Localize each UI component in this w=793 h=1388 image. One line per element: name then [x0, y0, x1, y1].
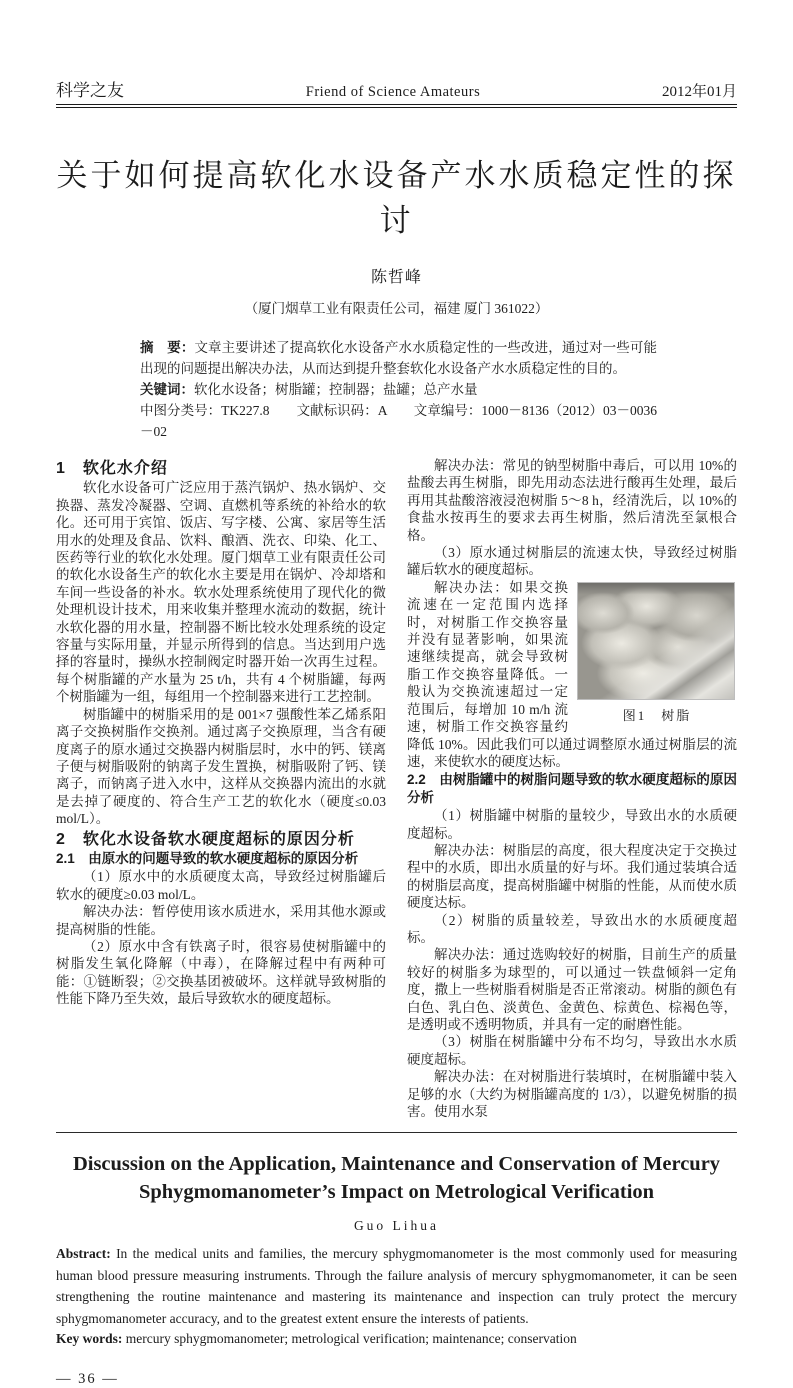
abstract-text: 文章主要讲述了提高软化水设备产水水质稳定性的一些改进，通过对一些可能出现的问题提出解决办法，从而达到提升整套软化水设备产水水质稳定性的目的。 [140, 340, 658, 376]
english-abstract-label: Abstract: [56, 1246, 111, 1262]
english-abstract-text: In the medical units and families, the mercury sphygmomanometer is the most commonly used for measuring human blood pressure measuring instruments. Through the failure analysis of mercury sphygmomanometer, it can be seen strengthening the routine maintenance and mastering its maintenance and inspection can truly protect the mercury sphygmomanometer accuracy, and to the greatest extent ensure the interests of patients. [56, 1246, 737, 1326]
english-abstract [56, 1243, 737, 1329]
article-author: 陈哲峰 [370, 269, 422, 286]
paragraph: （3）原水通过树脂层的流速太快，导致经过树脂罐后软水的硬度超标。 [407, 545, 737, 578]
abstract-line [140, 337, 657, 379]
article-affiliation: （厦门烟草工业有限责任公司，福建 厦门 361022） [244, 301, 549, 316]
left-column [56, 457, 386, 1120]
section-2-2-heading: 2.2 由树脂罐中的树脂问题导致的软水硬度超标的原因分析 [407, 772, 737, 805]
paragraph: 解决办法：常见的钠型树脂中毒后，可以用 10%的盐酸去再生树脂，即先用动态法进行酸再生处理，最后再用其盐酸溶液浸泡树脂 5～8 h，经清洗后，以 10%的食盐水按再生的要求去再生树脂，然后清洗至氯根合格。 [407, 458, 737, 543]
figure-wrap [407, 579, 737, 770]
right-column [407, 457, 737, 1120]
english-keywords-text: mercury sphygmomanometer; metrological verification; maintenance; conservation [122, 1331, 577, 1347]
paragraph: 解决办法：通过选购较好的树脂，目前生产的质量较好的树脂多为球型的，可以通过一铁盘倾斜一定角度，撒上一些树脂看树脂是否正常滚动。树脂的颜色有白色、乳白色、淡黄色、金黄色、棕黄色、棕褐色等，是透明或不透明物质，并具有一定的耐磨性能。 [407, 947, 737, 1032]
clc-line: 中图分类号：TK227.8 文献标识码：A 文章编号：1000－8136（2012）03－0036－02 [140, 403, 657, 439]
paragraph: 解决办法：如果交换流速在一定范围内选择时，对树脂工作交换容量并没有显著影响，如果流速继续提高，就会导致树脂工作交换容量降低。一般认为交换流速超过一定范围后，每增加 10 m/h 流速，树脂工作交换容量约降低 10%。因此我们可以通过调整原水通过树脂层的流速，来使软水的硬度达标。 [407, 579, 737, 769]
section-1-heading: 1 软化水介绍 [56, 460, 168, 477]
section-2-heading: 2 软化水设备软水硬度超标的原因分析 [56, 830, 355, 848]
journal-name-en: Friend of Science Amateurs [305, 84, 481, 100]
english-keywords [56, 1331, 737, 1347]
page-content [56, 0, 737, 1388]
paragraph: （2）树脂的质量较差，导致出水的水质硬度超标。 [407, 912, 737, 945]
article-title: 关于如何提高软化水设备产水水质稳定性的探讨 [56, 158, 737, 238]
figure-1 [577, 582, 737, 724]
keywords-line [140, 379, 657, 400]
issue-date: 2012年01月 [661, 84, 737, 100]
journal-name-cn: 科学之友 [56, 81, 124, 100]
english-article-title: Discussion on the Application, Maintenance and Conservation of Mercury Sphygmomanometer’s Impact on Metrological Verification [72, 1153, 721, 1204]
english-keywords-label: Key words: [56, 1331, 123, 1347]
keywords-label: 关键词： [140, 382, 194, 397]
journal-header [56, 0, 737, 108]
paragraph: （1）树脂罐中树脂的量较少，导致出水的水质硬度超标。 [407, 808, 737, 841]
paragraph: （1）原水中的水质硬度太高，导致经过树脂罐后软水的硬度≥0.03 mol/L。 [56, 869, 386, 902]
abstract-label: 摘 要： [140, 340, 195, 355]
paragraph: 解决办法：树脂层的高度，很大程度决定于交换过程中的水质，即出水质量的好与坏。我们通过装填合适的树脂层高度，提高树脂罐中树脂的性能，从而使水质硬度达标。 [407, 842, 737, 911]
paragraph: 软化水设备可广泛应用于蒸汽锅炉、热水锅炉、交换器、蒸发冷凝器、空调、直燃机等系统的补给水的软化。还可用于宾馆、饭店、写字楼、公寓、家居等生活用水的处理及食品、饮料、酿酒、洗衣、印染、化工、医药等行业的软化水处理。厦门烟草工业有限责任公司的软化水设备生产的软化水主要是用在锅炉、冷却塔和车间一些设备的补水。软水处理系统使用了现代化的微处理机设计技术，用来收集并整理水流动的数据，统计水软化器的用水量，控制器不断比较水处理系统的设定容量与实际用量，并显示所得到的信息。当达到用户选择的容量时，操纵水控制阀定时器开始一次再生过程。每个树脂罐的产水量为 25 t/h，共有 4 个树脂罐，每两个树脂罐为一组，每组用一个控制器来进行工艺控制。 [56, 480, 386, 705]
english-article-author: Guo Lihua [353, 1218, 440, 1234]
section-divider [56, 1132, 737, 1133]
article-meta-block [140, 337, 657, 442]
paragraph: （2）原水中含有铁离子时，很容易使树脂罐中的树脂发生氧化降解（中毒），在降解过程中有两种可能：①链断裂；②交换基团被破坏。这样就导致树脂的性能下降乃至失效，最后导致软水的硬度超标。 [56, 938, 386, 1007]
figure-1-caption: 图1 树脂 [622, 707, 692, 723]
paragraph: 解决办法：暂停使用该水质进水，采用其他水源或提高树脂的性能。 [56, 904, 386, 937]
page-number: — 36 — [56, 1371, 119, 1388]
resin-photo [577, 582, 735, 700]
paragraph: （3）树脂在树脂罐中分布不均匀，导致出水水质硬度超标。 [407, 1034, 737, 1067]
article-body [56, 457, 737, 1120]
section-2-1-heading: 2.1 由原水的问题导致的软水硬度超标的原因分析 [56, 850, 359, 866]
paragraph: 解决办法：在对树脂进行装填时，在树脂罐中装入足够的水（大约为树脂罐高度的 1/3），以避免树脂的损害。使用水泵 [407, 1069, 737, 1120]
paragraph: 树脂罐中的树脂采用的是 001×7 强酸性苯乙烯系阳离子交换树脂作交换剂。通过离子交换原理，当含有硬度离子的原水通过交换器内树脂层时，水中的钙、镁离子便与树脂吸附的钠离子发生置换，树脂吸附了钙、镁离子，而钠离子进入水中，这样从交换器内流出的水就是去掉了硬度的、符合生产工艺的软化水（硬度≤0.03 mol/L）。 [56, 706, 386, 827]
keywords-text: 软化水设备；树脂罐；控制器；盐罐；总产水量 [194, 382, 478, 397]
